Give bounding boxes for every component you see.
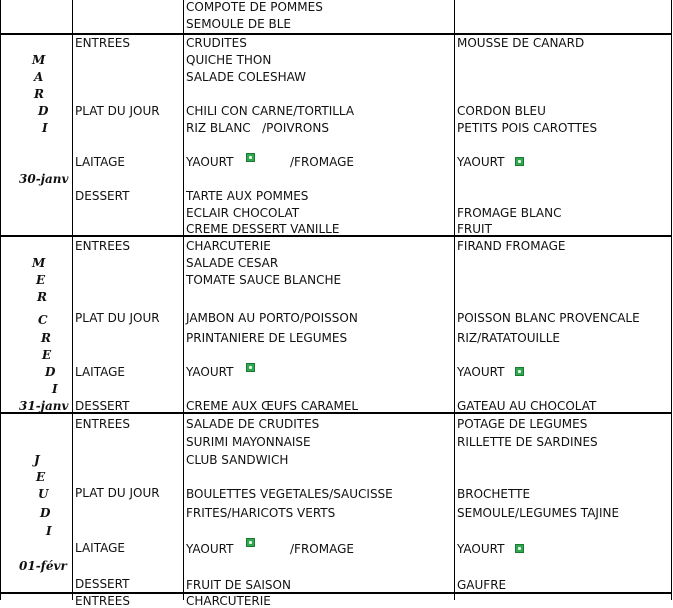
- day-date: 30-janv: [19, 172, 69, 186]
- alt-menu-item: FRUIT: [457, 222, 492, 236]
- category-plat-du-jour: PLAT DU JOUR: [75, 104, 160, 118]
- alt-menu-item: PETITS POIS CAROTTES: [457, 121, 598, 135]
- menu-item: FRUIT DE SAISON: [186, 578, 291, 592]
- alt-menu-item: RIZ/RATATOUILLE: [457, 331, 560, 345]
- day-letter: R: [41, 331, 51, 345]
- menu-item: CHARCUTERIE: [186, 594, 271, 608]
- alt-menu-item: SEMOULE/LEGUMES TAJINE: [457, 506, 620, 520]
- menu-item: CREME DESSERT VANILLE: [186, 222, 340, 236]
- alt-menu-item: POISSON BLANC PROVENCALE: [457, 311, 640, 325]
- day-letter: J: [34, 453, 40, 467]
- menu-item: CHILI CON CARNE/TORTILLA: [186, 104, 355, 118]
- menu-item: TOMATE SAUCE BLANCHE: [186, 273, 342, 287]
- menu-item: CREME AUX ŒUFS CARAMEL: [186, 399, 359, 413]
- alt-menu-item: RILLETTE DE SARDINES: [457, 435, 598, 449]
- menu-item: SALADE COLESHAW: [186, 70, 307, 84]
- category-dessert: DESSERT: [75, 189, 130, 203]
- menu-item: ECLAIR CHOCOLAT: [186, 206, 300, 220]
- category-dessert: DESSERT: [75, 399, 130, 413]
- category-laitage: LAITAGE: [75, 155, 125, 169]
- category-plat-du-jour: PLAT DU JOUR: [75, 486, 160, 500]
- alt-menu-item: FROMAGE BLANC: [457, 206, 562, 220]
- category-entrees: ENTREES: [75, 36, 131, 50]
- day-letter: A: [34, 70, 44, 84]
- day-letter: D: [40, 506, 51, 520]
- menu-item: COMPOTE DE POMMES: [186, 0, 323, 14]
- alt-menu-item: YAOURT: [457, 542, 505, 556]
- day-letter: I: [46, 524, 52, 538]
- menu-item: SALADE CESAR: [186, 256, 279, 270]
- day-letter: E: [36, 273, 46, 287]
- organic-label-icon: [515, 544, 524, 553]
- menu-item: FRITES/HARICOTS VERTS: [186, 506, 336, 520]
- day-letter: D: [38, 104, 49, 118]
- grid-hline-1: [0, 33, 672, 35]
- category-plat-du-jour: PLAT DU JOUR: [75, 311, 160, 325]
- organic-label-icon: [246, 363, 255, 372]
- day-letter: E: [42, 348, 52, 362]
- menu-item: TARTE AUX POMMES: [186, 189, 309, 203]
- day-letter: U: [38, 487, 49, 501]
- menu-item: CLUB SANDWICH: [186, 453, 289, 467]
- category-entrees: ENTREES: [75, 594, 131, 608]
- menu-item: YAOURT: [186, 542, 234, 556]
- menu-item: YAOURT: [186, 365, 234, 379]
- category-entrees: ENTREES: [75, 417, 131, 431]
- menu-item: QUICHE THON: [186, 53, 272, 67]
- organic-label-icon: [515, 367, 524, 376]
- menu-item: SURIMI MAYONNAISE: [186, 435, 311, 449]
- day-letter: M: [32, 53, 46, 67]
- category-laitage: LAITAGE: [75, 541, 125, 555]
- alt-menu-item: MOUSSE DE CANARD: [457, 36, 585, 50]
- day-letter: I: [52, 382, 58, 396]
- category-entrees: ENTREES: [75, 239, 131, 253]
- grid-vline-right: [671, 0, 672, 600]
- menu-item: SALADE DE CRUDITES: [186, 417, 320, 431]
- day-letter: I: [42, 121, 48, 135]
- day-letter: R: [34, 87, 44, 101]
- day-date: 31-janv: [19, 399, 69, 413]
- menu-item: PRINTANIERE DE LEGUMES: [186, 331, 348, 345]
- category-laitage: LAITAGE: [75, 365, 125, 379]
- menu-item: JAMBON AU PORTO/POISSON: [186, 311, 358, 325]
- organic-label-icon: [246, 153, 255, 162]
- day-letter: M: [32, 256, 46, 270]
- day-letter: D: [45, 365, 56, 379]
- menu-item: CHARCUTERIE: [186, 239, 271, 253]
- alt-menu-item: YAOURT: [457, 365, 505, 379]
- alt-menu-item: YAOURT: [457, 155, 505, 169]
- alt-menu-item: FIRAND FROMAGE: [457, 239, 566, 253]
- menu-item: RIZ BLANC /POIVRONS: [186, 121, 329, 135]
- category-dessert: DESSERT: [75, 577, 130, 591]
- organic-label-icon: [515, 157, 524, 166]
- menu-item: BOULETTES VEGETALES/SAUCISSE: [186, 487, 393, 501]
- day-letter: R: [37, 290, 47, 304]
- day-letter: E: [36, 470, 46, 484]
- alt-menu-item: BROCHETTE: [457, 487, 531, 501]
- day-date: 01-févr: [19, 559, 67, 573]
- menu-item: /FROMAGE: [290, 155, 354, 169]
- menu-item: YAOURT: [186, 155, 234, 169]
- alt-menu-item: GAUFRE: [457, 578, 507, 592]
- grid-vline-cat: [183, 0, 184, 600]
- menu-item: CRUDITES: [186, 36, 247, 50]
- grid-vline-left: [0, 0, 1, 600]
- menu-item: SEMOULE DE BLE: [186, 17, 291, 31]
- grid-vline-day: [72, 0, 73, 600]
- alt-menu-item: POTAGE DE LEGUMES: [457, 417, 588, 431]
- grid-vline-menu: [454, 0, 455, 600]
- alt-menu-item: GATEAU AU CHOCOLAT: [457, 399, 597, 413]
- organic-label-icon: [246, 538, 255, 547]
- alt-menu-item: CORDON BLEU: [457, 104, 546, 118]
- menu-item: /FROMAGE: [290, 542, 354, 556]
- day-letter: C: [38, 313, 48, 327]
